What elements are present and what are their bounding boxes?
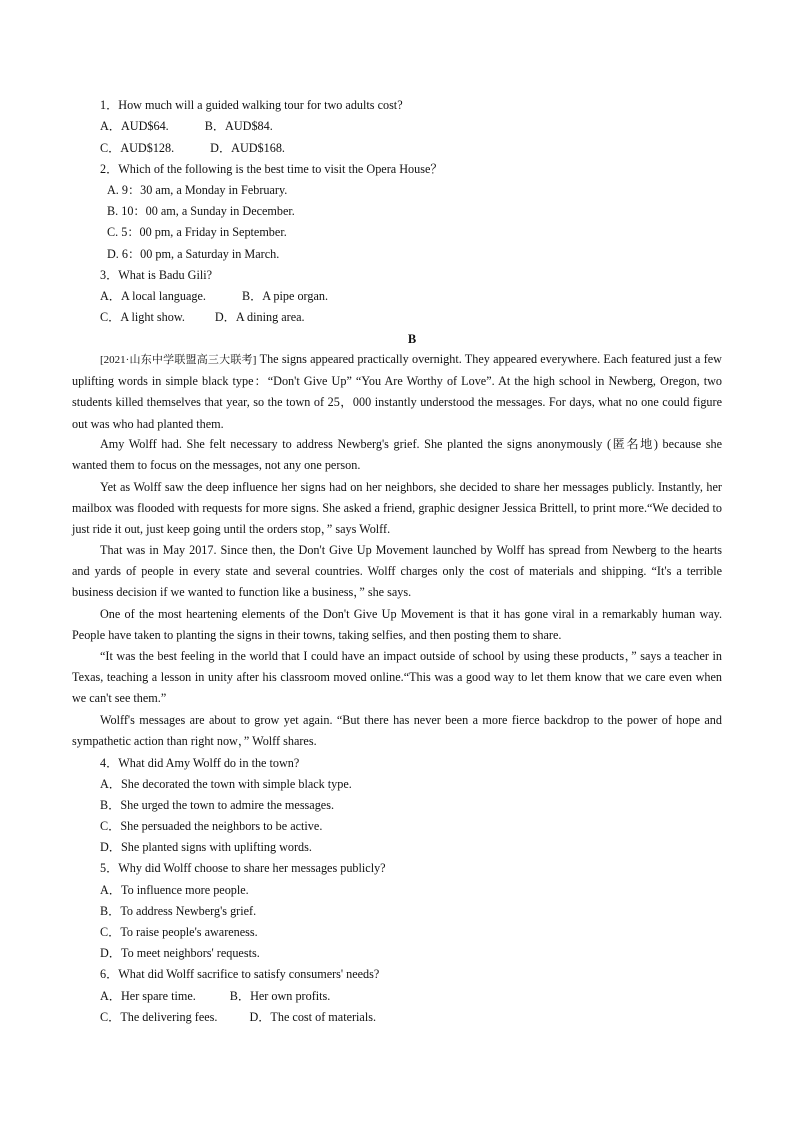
q3-option-a: A．A local language. [100,289,206,303]
q4-option-b: B．She urged the town to admire the messages. [100,798,335,812]
passage-paragraph-7: Wolff's messages are about to grow yet again. “But there has never been a more fierce backdrop to the power of hope and sympathetic action than right now，” Wolff shares. [72,713,722,749]
q2-option-b: B. 10：00 am, a Sunday in December. [107,204,295,218]
q1-option-c: C．AUD$128. [100,141,175,155]
q1-stem: 1．How much will a guided walking tour for two adults cost? [100,98,403,112]
q6-options-cd [100,1009,376,1025]
q5-option-a: A．To influence more people. [100,883,249,897]
q6-stem: 6．What did Wolff sacrifice to satisfy consumers' needs? [100,967,380,981]
q2-option-c: C. 5：00 pm, a Friday in September. [107,225,287,239]
q5-option-d: D．To meet neighbors' requests. [100,946,260,960]
q2-stem: 2．Which of the following is the best time to visit the Opera House？ [100,162,443,176]
passage-source: [2021·山东中学联盟高三大联考] [100,354,257,366]
passage-paragraph-6: “It was the best feeling in the world that I could have an impact outside of school by using these products，” says a teacher in Texas, teaching a lesson in unity after his classroom moved online.“This was a good way to let them know that we care even when we can't see them.” [72,649,722,706]
passage-paragraph-3: Yet as Wolff saw the deep influence her signs had on her neighbors, she decided to share her messages publicly. Instantly, her mailbox was flooded with requests for more signs. She asked a friend, graphic designer Jessica Brittell, to print more.“We decided to just ride it out, just keep going until the orders stop，” says Wolff. [72,480,722,537]
passage-paragraph-4: That was in May 2017. Since then, the Don't Give Up Movement launched by Wolff has spread from Newberg to the hearts and yards of people in every state and several countries. Wolff charges only the cost of materials and shipping. “It's a terrible business decision if we wanted to function like a business，” she says. [72,543,722,600]
q6-option-d: D．The cost of materials. [249,1010,377,1024]
q6-option-b: B．Her own profits. [229,989,331,1003]
q1-options-ab [100,118,273,134]
q1-options-cd [100,140,285,156]
q5-option-c: C．To raise people's awareness. [100,925,258,939]
passage-paragraph-5: One of the most heartening elements of the Don't Give Up Movement is that it has gone viral in a remarkably human way. People have taken to planting the signs in their towns, taking selfies, and then posting them to share. [72,607,722,643]
passage-paragraph-2: Amy Wolff had. She felt necessary to address Newberg's grief. She planted the signs anonymously (匿名地) because she wanted them to focus on the messages, not any one person. [72,437,722,473]
passage-paragraph-1: [2021·山东中学联盟高三大联考] The signs appeared practically overnight. They appeared everywhere. Each featured just a few uplifting words in simple black type：“Don't Give Up” “You Are Worthy of Love”. At the high school in Newberg, Oregon, two students killed themselves that year, so the town of 25，000 instantly understood the messages. For days, what no one could figure out was who had planted them. [72,352,722,431]
q3-option-d: D．A dining area. [214,310,305,324]
q4-option-d: D．She planted signs with uplifting words. [100,840,312,854]
q3-option-b: B．A pipe organ. [241,289,329,303]
q4-stem: 4．What did Amy Wolff do in the town? [100,756,300,770]
q3-options-ab [100,288,328,304]
q5-stem: 5．Why did Wolff choose to share her messages publicly? [100,861,386,875]
q6-options-ab [100,988,330,1004]
section-b-heading: B [407,332,417,346]
q2-option-d: D. 6：00 pm, a Saturday in March. [107,247,280,261]
q1-option-d: D．AUD$168. [210,141,285,155]
q1-option-a: A．AUD$64. [100,119,169,133]
q6-option-c: C．The delivering fees. [100,1010,218,1024]
q5-option-b: B．To address Newberg's grief. [100,904,257,918]
q4-option-a: A．She decorated the town with simple black type. [100,777,352,791]
q6-option-a: A．Her spare time. [100,989,196,1003]
q3-options-cd [100,309,305,325]
q3-option-c: C．A light show. [100,310,185,324]
q2-option-a: A. 9：30 am, a Monday in February. [107,183,288,197]
q1-option-b: B．AUD$84. [204,119,273,133]
q3-stem: 3．What is Badu Gili? [100,268,213,282]
q4-option-c: C．She persuaded the neighbors to be active. [100,819,323,833]
